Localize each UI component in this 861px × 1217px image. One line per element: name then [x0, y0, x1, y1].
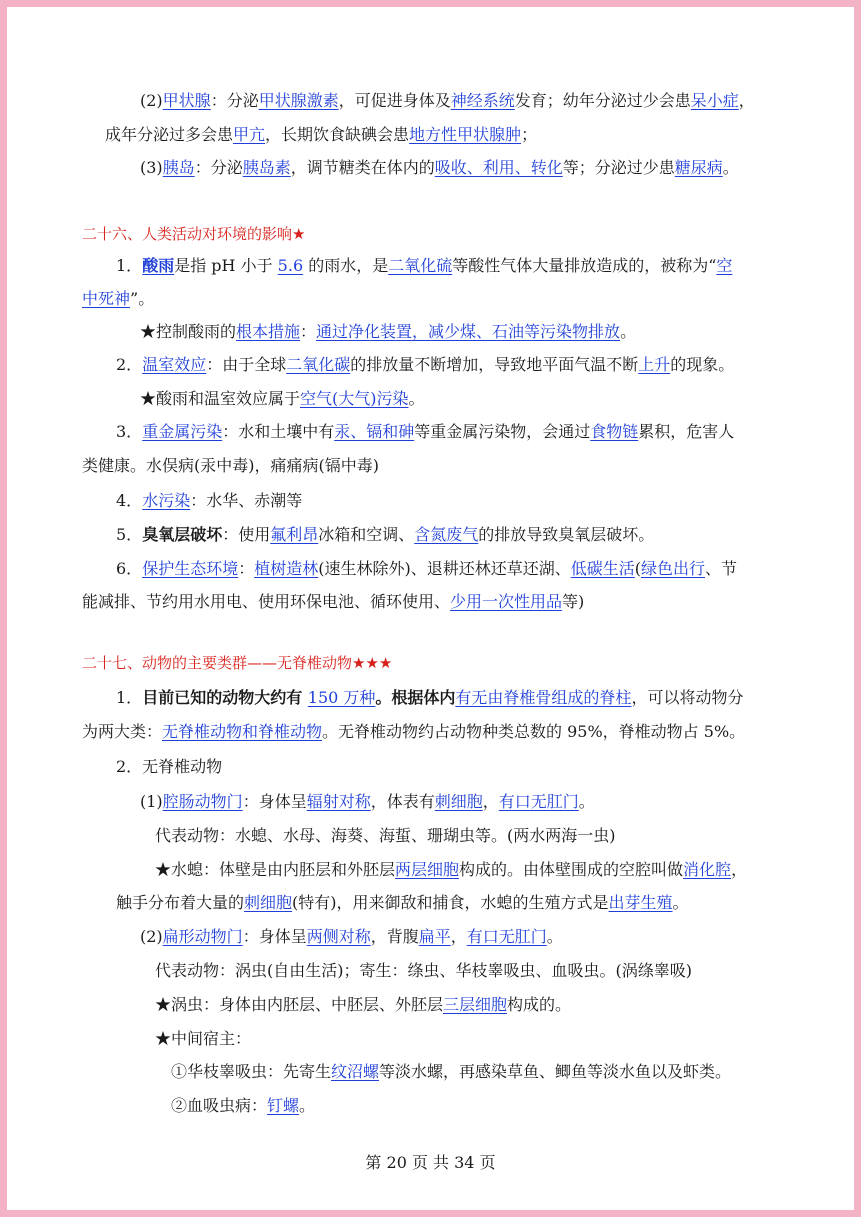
water-pollution-line: 4．水污染：水华、赤潮等: [116, 491, 303, 510]
section-27-heading: 二十七、动物的主要类群——无脊椎动物★★★: [82, 654, 393, 672]
heavy-metal-line-1: 3．重金属污染：水和土壤中有汞、镉和砷等重金属污染物，会通过食物链累积，危害人: [116, 422, 735, 441]
animal-count-line-1: 1．目前已知的动物大约有 150 万种。根据体内有无由脊椎骨组成的脊柱，可以将动物分: [116, 688, 744, 707]
flatworm-line: (2)扁形动物门：身体呈两侧对称，背腹扁平，有口无肛门。: [140, 927, 563, 946]
eco-protection-line-1: 6．保护生态环境：植树造林(速生林除外)、退耕还林还草还湖、低碳生活(绿色出行、节: [116, 559, 738, 578]
heavy-metal-line-2: 类健康。水俣病(汞中毒)，痛痛病(镉中毒): [82, 456, 379, 475]
acid-rain-line-1: 1．酸雨是指 pH 小于 5.6 的雨水，是二氧化硫等酸性气体大量排放造成的，被称为“空: [116, 256, 733, 275]
eco-protection-line-2: 能减排、节约用水用电、使用环保电池、循环使用、少用一次性用品等): [82, 592, 585, 611]
thyroid-line-2: 成年分泌过多会患甲亢，长期饮食缺碘会患地方性甲状腺肿；: [105, 125, 538, 144]
intermediate-host-heading: ★中间宿主：: [155, 1029, 252, 1048]
section-26-heading: 二十六、人类活动对环境的影响★: [82, 225, 306, 243]
planarian-line: ★涡虫：身体由内胚层、中胚层、外胚层三层细胞构成的。: [155, 995, 572, 1014]
animal-count-line-2: 为两大类：无脊椎动物和脊椎动物。无脊椎动物约占动物种类总数的 95%，脊椎动物占 5%。: [82, 722, 746, 741]
acid-rain-line-2: 中死神”。: [82, 289, 155, 308]
thyroid-line-1: (2)甲状腺：分泌甲状腺激素，可促进身体及神经系统发育；幼年分泌过少会患呆小症，: [140, 91, 755, 110]
invertebrates-subheading: 2．无脊椎动物: [116, 757, 223, 776]
document-page: [7, 7, 854, 1210]
greenhouse-line: 2．温室效应：由于全球二氧化碳的排放量不断增加，导致地平面气温不断上升的现象。: [116, 355, 735, 374]
liver-fluke-host: ①华枝睾吸虫：先寄生纹沼螺等淡水螺，再感染草鱼、鲫鱼等淡水鱼以及虾类。: [171, 1062, 732, 1081]
cnidaria-representatives: 代表动物：水螅、水母、海葵、海蜇、珊瑚虫等。(两水两海一虫): [155, 826, 616, 845]
flatworm-representatives: 代表动物：涡虫(自由生活)；寄生：绦虫、华枝睾吸虫、血吸虫。(涡绦睾吸): [155, 961, 692, 980]
hydra-line-2: 触手分布着大量的刺细胞(特有)，用来御敌和捕食，水螅的生殖方式是出芽生殖。: [116, 893, 689, 912]
hydra-line-1: ★水螅：体壁是由内胚层和外胚层两层细胞构成的。由体壁围成的空腔叫做消化腔，: [155, 860, 748, 879]
schistosome-host: ②血吸虫病：钉螺。: [171, 1096, 316, 1115]
ozone-line: 5．臭氧层破坏：使用氟利昂冰箱和空调、含氮废气的排放导致臭氧层破坏。: [116, 525, 655, 544]
acid-rain-control: ★控制酸雨的根本措施：通过净化装置，减少煤、石油等污染物排放。: [140, 322, 637, 341]
page-footer: 第 20 页 共 34 页: [365, 1153, 496, 1172]
cnidaria-line: (1)腔肠动物门：身体呈辐射对称，体表有刺细胞，有口无肛门。: [140, 792, 595, 811]
pancreatic-islet-line: (3)胰岛：分泌胰岛素，调节糖类在体内的吸收、利用、转化等；分泌过少患糖尿病。: [140, 158, 739, 177]
greenhouse-note: ★酸雨和温室效应属于空气(大气)污染。: [140, 389, 425, 408]
